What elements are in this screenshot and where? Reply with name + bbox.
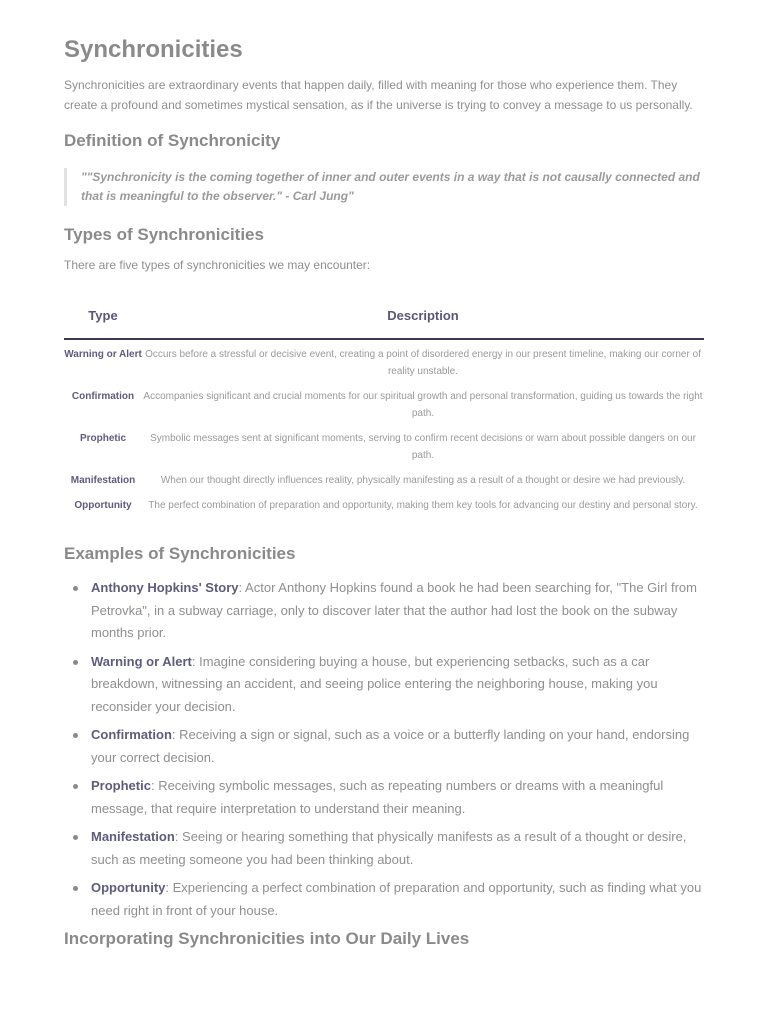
description-cell: When our thought directly influences reality, physically manifesting as a result of a thought or desire we had previously. xyxy=(160,475,686,486)
example-text: : Receiving symbolic messages, such as repeating numbers or dreams with a meaningful message, that require interpretation to understand their meaning. xyxy=(91,778,664,816)
incorporating-heading: Incorporating Synchronicities into Our Daily Lives xyxy=(64,929,470,948)
table-row xyxy=(64,426,704,468)
type-cell: Opportunity xyxy=(74,500,132,511)
description-cell: The perfect combination of preparation and opportunity, making them key tools for advancing our destiny and personal story. xyxy=(148,500,698,511)
description-cell: Accompanies significant and crucial moments for our spiritual growth and personal transformation, guiding us towards the right path. xyxy=(143,391,703,419)
list-item xyxy=(91,651,704,719)
header-description: Description xyxy=(142,298,704,339)
table-row xyxy=(64,384,704,426)
list-item xyxy=(91,826,704,871)
example-term: Prophetic xyxy=(91,778,151,793)
example-term: Confirmation xyxy=(91,727,172,742)
type-cell: Warning or Alert xyxy=(64,349,142,360)
bullet-icon xyxy=(73,660,78,665)
example-text: : Actor Anthony Hopkins found a book he had been searching for, "The Girl from Petrovka", in a subway carriage, only to discover later that the author had lost the book on the subway months prior. xyxy=(91,580,697,640)
bullet-icon xyxy=(73,835,78,840)
table-row xyxy=(64,468,704,493)
table-row xyxy=(64,493,704,518)
examples-list xyxy=(64,577,704,922)
definition-heading: Definition of Synchronicity xyxy=(64,131,281,150)
table-row xyxy=(64,339,704,384)
bullet-icon xyxy=(73,784,78,789)
type-cell: Prophetic xyxy=(79,433,127,444)
types-heading: Types of Synchronicities xyxy=(64,225,264,244)
type-cell: Manifestation xyxy=(70,475,136,486)
list-item xyxy=(91,877,704,922)
example-term: Opportunity xyxy=(91,880,166,895)
example-text: : Experiencing a perfect combination of preparation and opportunity, such as finding what you need right in front of your house. xyxy=(91,880,702,918)
list-item xyxy=(91,724,704,769)
bullet-icon xyxy=(73,586,78,591)
example-text: : Seeing or hearing something that physically manifests as a result of a thought or desire, such as meeting someone you had been thinking about. xyxy=(91,829,687,867)
examples-heading: Examples of Synchronicities xyxy=(64,544,296,563)
description-cell: Occurs before a stressful or decisive event, creating a point of disordered energy in our present timeline, making our corner of reality unstable. xyxy=(145,349,701,377)
jung-quote: ""Synchronicity is the coming together of inner and outer events in a way that is not causally connected and that is meaningful to the observer." - Carl Jung" xyxy=(64,168,704,206)
list-item xyxy=(91,577,704,645)
page-title: Synchronicities xyxy=(64,36,243,63)
intro-paragraph: Synchronicities are extraordinary events that happen daily, filled with meaning for those who experience them. They create a profound and sometimes mystical sensation, as if the universe is trying to convey a message to us personally. xyxy=(64,78,693,112)
list-item xyxy=(91,775,704,820)
example-term: Warning or Alert xyxy=(91,653,192,669)
types-table xyxy=(64,298,704,518)
example-text: : Receiving a sign or signal, such as a voice or a butterfly landing on your hand, endorsing your correct decision. xyxy=(91,727,690,765)
description-cell: Symbolic messages sent at significant moments, serving to confirm recent decisions or warn about possible dangers on our path. xyxy=(150,433,696,461)
type-cell: Confirmation xyxy=(71,391,135,402)
example-term: Anthony Hopkins' Story xyxy=(91,580,239,595)
types-intro: There are five types of synchronicities we may encounter: xyxy=(64,258,371,272)
bullet-icon xyxy=(73,733,78,738)
table-header-row xyxy=(64,298,704,339)
example-term: Manifestation xyxy=(91,829,175,844)
bullet-icon xyxy=(73,886,78,891)
header-type: Type xyxy=(64,298,142,339)
example-text: : Imagine considering buying a house, but experiencing setbacks, such as a car breakdown, witnessing an accident, and seeing police entering the neighboring house, making you reconsider your decision. xyxy=(91,653,658,714)
